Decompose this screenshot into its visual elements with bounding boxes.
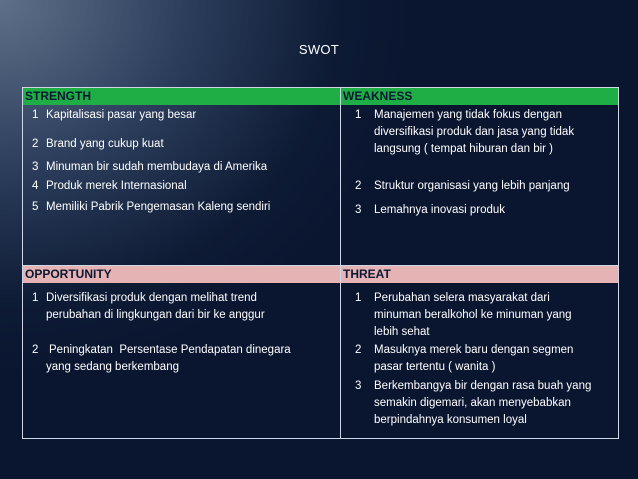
item-number: 1 xyxy=(355,292,362,304)
swot-table xyxy=(22,87,619,439)
item-text-line-1: Peningkatan Persentase Pendapatan dinegara xyxy=(49,344,291,356)
item-text: Struktur organisasi yang lebih panjang xyxy=(374,180,570,192)
item-text-line-2: perubahan di lingkungan dari bir ke anggur xyxy=(46,309,265,321)
item-text-line-3: lebih sehat xyxy=(374,326,430,338)
item-text: Kapitalisasi pasar yang besar xyxy=(46,109,197,121)
item-text: Minuman bir sudah membudaya di Amerika xyxy=(46,161,268,173)
item-text-line-1: Diversifikasi produk dengan melihat trend xyxy=(46,292,257,304)
item-text-line-3: berpindahnya konsumen loyal xyxy=(374,414,527,426)
opportunity-header: OPPORTUNITY xyxy=(23,266,340,283)
weakness-header: WEAKNESS xyxy=(341,88,618,105)
item-number: 3 xyxy=(355,380,362,392)
item-number: 3 xyxy=(355,204,362,216)
page-title: SWOT xyxy=(298,42,340,57)
item-number: 2 xyxy=(32,138,39,150)
item-text-line-1: Masuknya merek baru dengan segmen xyxy=(374,344,574,356)
item-number: 1 xyxy=(32,292,39,304)
item-text-line-2: diversifikasi produk dan jasa yang tidak xyxy=(374,126,575,138)
item-number: 1 xyxy=(32,109,39,121)
item-text-line-1: Berkembangya bir dengan rasa buah yang xyxy=(374,380,592,392)
item-text-line-2: semakin digemari, akan menyebabkan xyxy=(374,397,571,409)
strength-header: STRENGTH xyxy=(23,88,340,105)
item-text: Produk merek Internasional xyxy=(46,180,187,192)
item-text-line-1: Perubahan selera masyarakat dari xyxy=(374,292,550,304)
item-number: 3 xyxy=(32,161,39,173)
item-text: Memiliki Pabrik Pengemasan Kaleng sendiri xyxy=(46,201,271,213)
item-number: 5 xyxy=(32,201,39,213)
item-text-line-3: langsung ( tempat hiburan dan bir ) xyxy=(374,143,553,155)
item-text-line-1: Manajemen yang tidak fokus dengan xyxy=(374,109,562,121)
item-text-line-2: yang sedang berkembang xyxy=(46,361,179,373)
threat-header: THREAT xyxy=(341,266,618,283)
item-number: 2 xyxy=(32,344,39,356)
item-text-line-2: pasar tertentu ( wanita ) xyxy=(374,361,496,373)
item-text: Brand yang cukup kuat xyxy=(46,138,164,150)
item-text-line-2: minuman beralkohol ke minuman yang xyxy=(374,309,572,321)
column-divider xyxy=(340,88,341,438)
item-text: Lemahnya inovasi produk xyxy=(374,204,506,216)
item-number: 2 xyxy=(355,180,362,192)
item-number: 4 xyxy=(32,180,39,192)
item-number: 1 xyxy=(355,109,362,121)
item-number: 2 xyxy=(355,344,362,356)
